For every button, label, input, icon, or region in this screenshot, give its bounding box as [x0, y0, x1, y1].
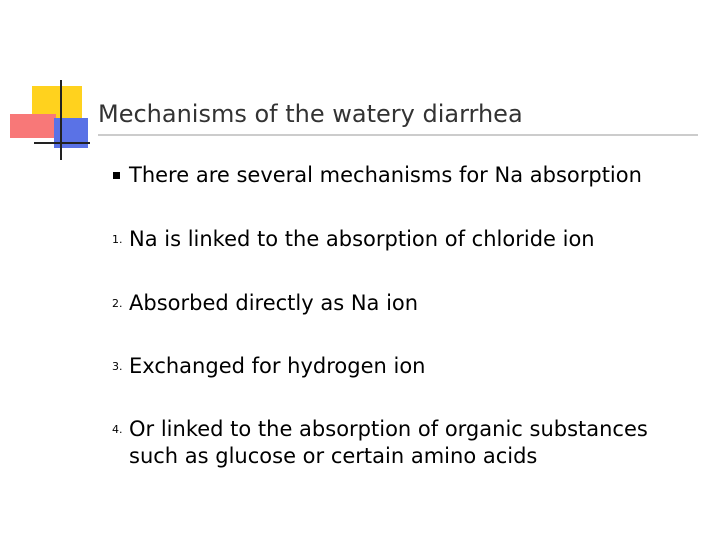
list-item-text: Absorbed directly as Na ion — [129, 291, 419, 315]
list-item-number: 1. — [112, 233, 123, 246]
logo-horizontal-line — [34, 142, 90, 144]
square-bullet-icon — [113, 172, 120, 179]
list-item-text: Na is linked to the absorption of chloride ion — [129, 227, 595, 251]
list-item-text: Or linked to the absorption of organic substances such as glucose or certain amino acids — [129, 417, 648, 468]
logo-vertical-line — [60, 80, 62, 160]
list-item-number: 3. — [112, 360, 123, 373]
list-item-text: Exchanged for hydrogen ion — [129, 354, 426, 378]
corner-logo — [0, 0, 100, 170]
logo-red-bar — [10, 114, 56, 138]
list-item-number: 4. — [112, 423, 123, 436]
title-underline — [98, 134, 698, 136]
intro-bullet-text: There are several mechanisms for Na absorption — [129, 163, 642, 187]
list-item-number: 2. — [112, 297, 123, 310]
slide-title: Mechanisms of the watery diarrhea — [98, 100, 523, 128]
